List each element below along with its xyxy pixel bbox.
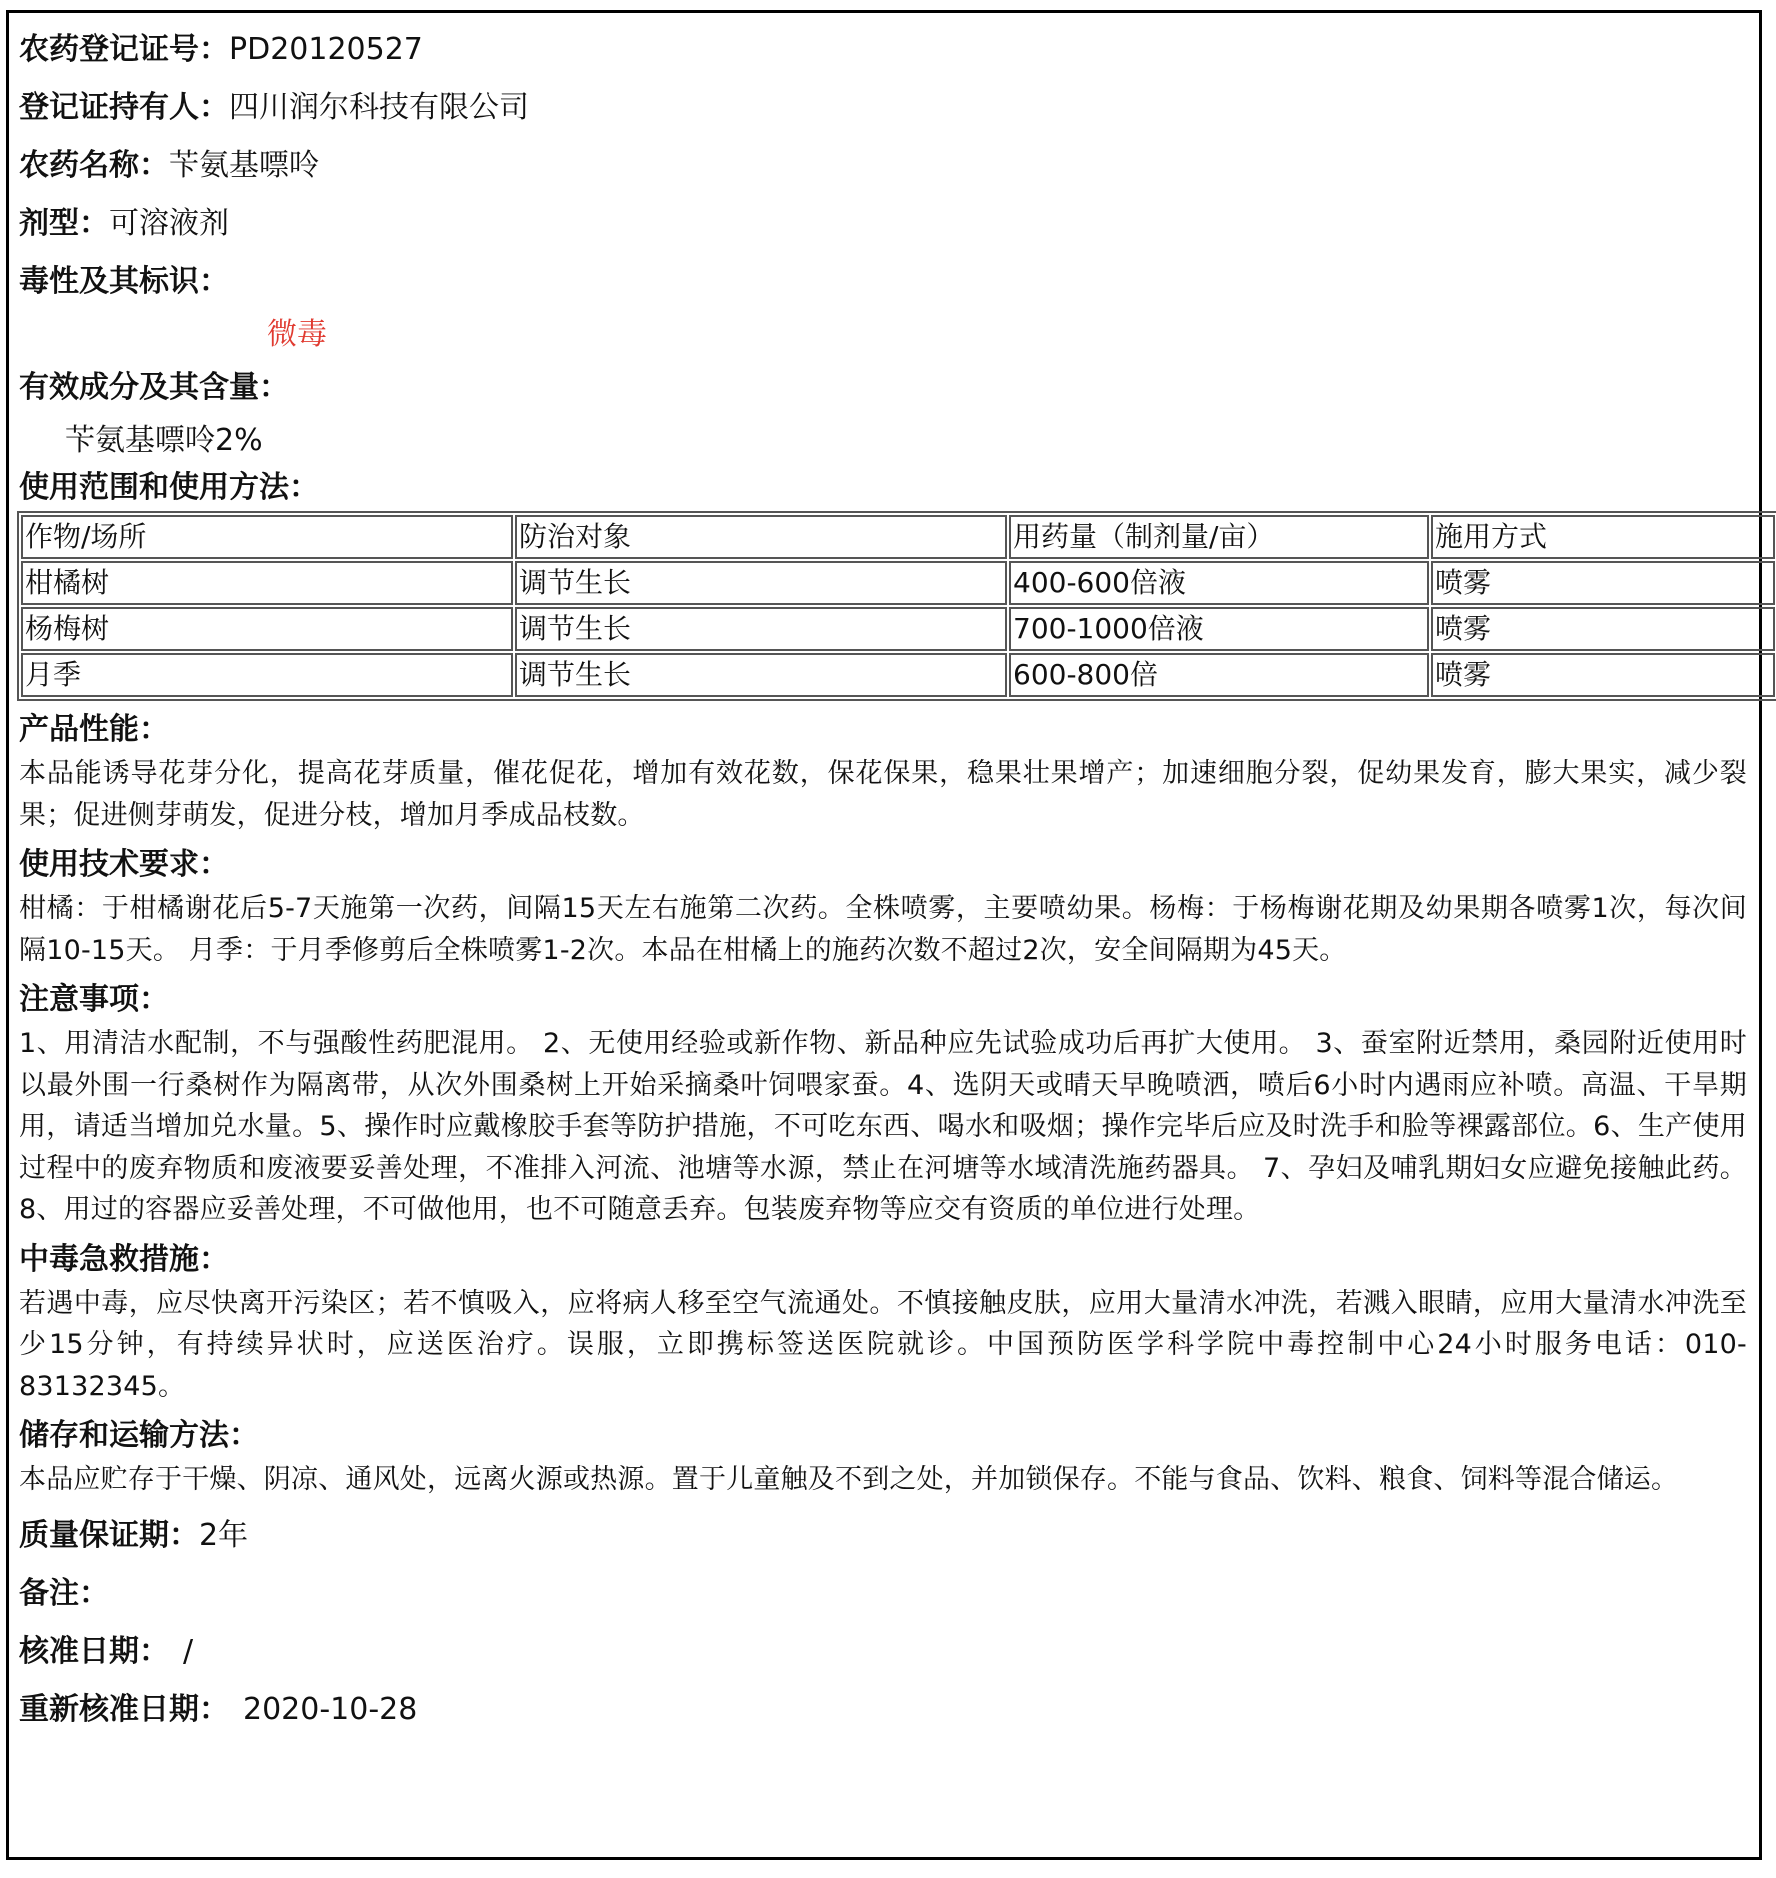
cell-target: 调节生长	[515, 561, 1007, 605]
table-row	[21, 607, 1775, 651]
document-frame	[6, 10, 1762, 1860]
toxicity-label: 毒性及其标识：	[19, 264, 229, 299]
reapproval-date-row	[19, 1681, 1751, 1739]
cell-dosage: 400-600倍液	[1009, 561, 1429, 605]
performance-title: 产品性能：	[19, 712, 169, 747]
remarks-row	[19, 1565, 1751, 1623]
ingredient-row	[19, 359, 1751, 417]
pesticide-name-value: 苄氨基嘌呤	[169, 148, 319, 183]
remarks-label: 备注：	[19, 1575, 109, 1611]
precautions-title: 注意事项：	[19, 982, 169, 1017]
formulation-value: 可溶液剂	[109, 206, 229, 241]
shelf-life-row	[19, 1507, 1751, 1565]
precautions-section	[19, 977, 1751, 1231]
approval-date-label: 核准日期：	[19, 1633, 169, 1669]
cell-method: 喷雾	[1431, 653, 1775, 697]
table-row	[21, 653, 1775, 697]
header-dosage: 用药量（制剂量/亩）	[1009, 515, 1429, 559]
pesticide-name-label: 农药名称：	[19, 148, 169, 183]
cell-method: 喷雾	[1431, 607, 1775, 651]
registration-number-value: PD20120527	[229, 32, 423, 67]
cell-crop: 杨梅树	[21, 607, 513, 651]
cell-crop: 月季	[21, 653, 513, 697]
cell-method: 喷雾	[1431, 561, 1775, 605]
cell-dosage: 600-800倍	[1009, 653, 1429, 697]
header-method: 施用方式	[1431, 515, 1775, 559]
ingredient-label: 有效成分及其含量：	[19, 370, 289, 405]
reapproval-date-value: 2020-10-28	[243, 1691, 418, 1727]
technique-text: 柑橘：于柑橘谢花后5-7天施第一次药，间隔15天左右施第二次药。全株喷雾，主要喷幼果。杨梅：于杨梅谢花期及幼果期各喷雾1次，每次间隔10-15天。 月季：于月季修剪后全株喷雾1-2次。本品在柑橘上的施药次数不超过2次，安全间隔期为45天。	[19, 893, 1747, 966]
cell-target: 调节生长	[515, 607, 1007, 651]
first-aid-section	[19, 1237, 1751, 1408]
cell-target: 调节生长	[515, 653, 1007, 697]
performance-text: 本品能诱导花芽分化，提高花芽质量，催花促花，增加有效花数，保花保果，稳果壮果增产；加速细胞分裂，促幼果发育，膨大果实，减少裂果；促进侧芽萌发，促进分枝，增加月季成品枝数。	[19, 758, 1747, 831]
toxicity-row	[19, 253, 1751, 311]
technique-title: 使用技术要求：	[19, 847, 229, 882]
formulation-label: 剂型：	[19, 206, 109, 241]
usage-section-title: 使用范围和使用方法：	[19, 470, 319, 505]
holder-value: 四川润尔科技有限公司	[229, 90, 529, 125]
holder-label: 登记证持有人：	[19, 90, 229, 125]
header-crop: 作物/场所	[21, 515, 513, 559]
storage-section	[19, 1413, 1751, 1501]
usage-table-header	[21, 515, 1775, 559]
precautions-text: 1、用清洁水配制，不与强酸性药肥混用。 2、无使用经验或新作物、新品种应先试验成功后再扩大使用。 3、蚕室附近禁用，桑园附近使用时以最外围一行桑树作为隔离带，从次外围桑树上开始采摘桑叶饲喂家蚕。4、选阴天或晴天早晚喷洒，喷后6小时内遇雨应补喷。高温、干旱期用，请适当增加兑水量。5、操作时应戴橡胶手套等防护措施，不可吃东西、喝水和吸烟；操作完毕后应及时洗手和脸等裸露部位。6、生产使用过程中的废弃物质和废液要妥善处理，不准排入河流、池塘等水源，禁止在河塘等水域清洗施药器具。 7、孕妇及哺乳期妇女应避免接触此药。8、用过的容器应妥善处理，不可做他用，也不可随意丢弃。包装废弃物等应交有资质的单位进行处理。	[19, 1028, 1747, 1225]
approval-date-value: /	[183, 1633, 194, 1669]
cell-crop: 柑橘树	[21, 561, 513, 605]
document-body	[19, 21, 1751, 1739]
header-target: 防治对象	[515, 515, 1007, 559]
holder-row	[19, 79, 1751, 137]
cell-dosage: 700-1000倍液	[1009, 607, 1429, 651]
ingredient-value: 苄氨基嘌呤2%	[65, 423, 263, 458]
formulation-row	[19, 195, 1751, 253]
storage-title: 储存和运输方法：	[19, 1418, 259, 1453]
table-row	[21, 561, 1775, 605]
registration-number-row	[19, 21, 1751, 79]
first-aid-text: 若遇中毒，应尽快离开污染区；若不慎吸入，应将病人移至空气流通处。不慎接触皮肤，应用大量清水冲洗，若溅入眼睛，应用大量清水冲洗至少15分钟，有持续异状时，应送医治疗。误服，立即携标签送医院就诊。中国预防医学科学院中毒控制中心24小时服务电话：010-83132345。	[19, 1287, 1747, 1402]
registration-number-label: 农药登记证号：	[19, 32, 229, 67]
first-aid-title: 中毒急救措施：	[19, 1241, 229, 1277]
technique-section	[19, 842, 1751, 971]
performance-section	[19, 707, 1751, 836]
approval-date-row	[19, 1623, 1751, 1681]
shelf-life-value: 2年	[199, 1517, 249, 1553]
shelf-life-label: 质量保证期：	[19, 1517, 199, 1553]
reapproval-date-label: 重新核准日期：	[19, 1691, 229, 1727]
toxicity-value: 微毒	[267, 317, 327, 352]
pesticide-name-row	[19, 137, 1751, 195]
storage-text: 本品应贮存于干燥、阴凉、通风处，远离火源或热源。置于儿童触及不到之处，并加锁保存。不能与食品、饮料、粮食、饲料等混合储运。	[19, 1464, 1679, 1495]
usage-table	[17, 511, 1776, 701]
